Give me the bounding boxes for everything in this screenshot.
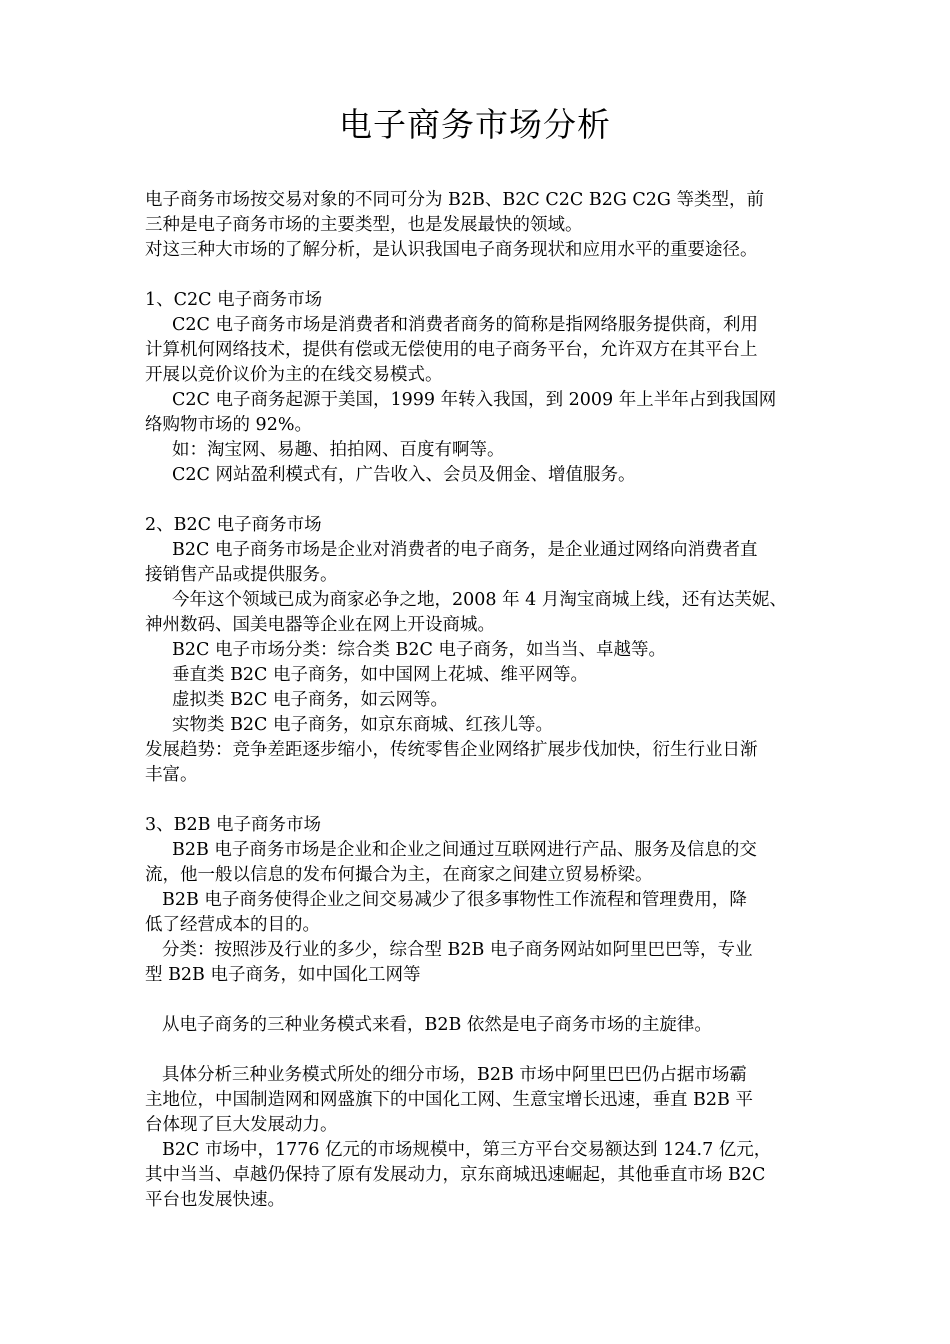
paragraph-line: 电子商务市场按交易对象的不同可分为 B2B、B2C C2C B2G C2G 等类型，前 — [145, 190, 764, 210]
paragraph-line: 流，他一般以信息的发布何撮合为主，在商家之间建立贸易桥梁。 — [145, 865, 653, 885]
paragraph-line: B2C 电子市场分类：综合类 B2C 电子商务，如当当、卓越等。 — [172, 640, 666, 660]
paragraph-line: B2B 电子商务市场是企业和企业之间通过互联网进行产品、服务及信息的交 — [172, 840, 757, 860]
section-heading-c2c: 1、C2C 电子商务市场 — [145, 290, 323, 310]
paragraph-line: 计算机何网络技术，提供有偿或无偿使用的电子商务平台，允许双方在其平台上 — [145, 340, 758, 360]
paragraph-line: 接销售产品或提供服务。 — [145, 565, 338, 585]
paragraph-line: 实物类 B2C 电子商务，如京东商城、红孩儿等。 — [172, 715, 554, 735]
paragraph-line: 丰富。 — [145, 765, 198, 785]
paragraph-line: 发展趋势：竞争差距逐步缩小，传统零售企业网络扩展步伐加快，衍生行业日渐 — [145, 740, 758, 760]
paragraph-line: 三种是电子商务市场的主要类型，也是发展最快的领域。 — [145, 215, 583, 235]
paragraph-line: B2C 电子商务市场是企业对消费者的电子商务，是企业通过网络向消费者直 — [172, 540, 758, 560]
paragraph-line: 型 B2B 电子商务，如中国化工网等 — [145, 965, 421, 985]
document-title: 电子商务市场分析 — [339, 105, 611, 144]
paragraph-line: 如：淘宝网、易趣、拍拍网、百度有啊等。 — [172, 440, 505, 460]
paragraph-line: B2C 市场中，1776 亿元的市场规模中，第三方平台交易额达到 124.7 亿元， — [162, 1140, 772, 1160]
paragraph-line: C2C 电子商务起源于美国，1999 年转入我国，到 2009 年上半年占到我国网 — [172, 390, 777, 410]
paragraph-line: 台体现了巨大发展动力。 — [145, 1115, 338, 1135]
paragraph-line: C2C 网站盈利模式有，广告收入、会员及佣金、增值服务。 — [172, 465, 636, 485]
paragraph-line: 垂直类 B2C 电子商务，如中国网上花城、维平网等。 — [172, 665, 589, 685]
paragraph-line: 低了经营成本的目的。 — [145, 915, 320, 935]
paragraph-line: 对这三种大市场的了解分析，是认识我国电子商务现状和应用水平的重要途径。 — [145, 240, 758, 260]
paragraph-line: 开展以竞价议价为主的在线交易模式。 — [145, 365, 443, 385]
paragraph-line: 络购物市场的 92%。 — [145, 415, 312, 435]
paragraph-line: 平台也发展快速。 — [145, 1190, 285, 1210]
paragraph-line: 神州数码、国美电器等企业在网上开设商城。 — [145, 615, 495, 635]
paragraph-line: C2C 电子商务市场是消费者和消费者商务的简称是指网络服务提供商，利用 — [172, 315, 758, 335]
paragraph-line: 主地位，中国制造网和网盛旗下的中国化工网、生意宝增长迅速，垂直 B2B 平 — [145, 1090, 753, 1110]
paragraph-line: 今年这个领域已成为商家必争之地，2008 年 4 月淘宝商城上线，还有达芙妮、 — [172, 590, 787, 610]
section-heading-b2b: 3、B2B 电子商务市场 — [145, 815, 322, 835]
paragraph-line: B2B 电子商务使得企业之间交易减少了很多事物性工作流程和管理费用，降 — [162, 890, 747, 910]
paragraph-line: 其中当当、卓越仍保持了原有发展动力，京东商城迅速崛起，其他垂直市场 B2C — [145, 1165, 766, 1185]
paragraph-line: 虚拟类 B2C 电子商务，如云网等。 — [172, 690, 449, 710]
paragraph-line: 从电子商务的三种业务模式来看，B2B 依然是电子商务市场的主旋律。 — [162, 1015, 712, 1035]
paragraph-line: 分类：按照涉及行业的多少，综合型 B2B 电子商务网站如阿里巴巴等，专业 — [162, 940, 753, 960]
section-heading-b2c: 2、B2C 电子商务市场 — [145, 515, 322, 535]
paragraph-line: 具体分析三种业务模式所处的细分市场，B2B 市场中阿里巴巴仍占据市场霸 — [162, 1065, 747, 1085]
